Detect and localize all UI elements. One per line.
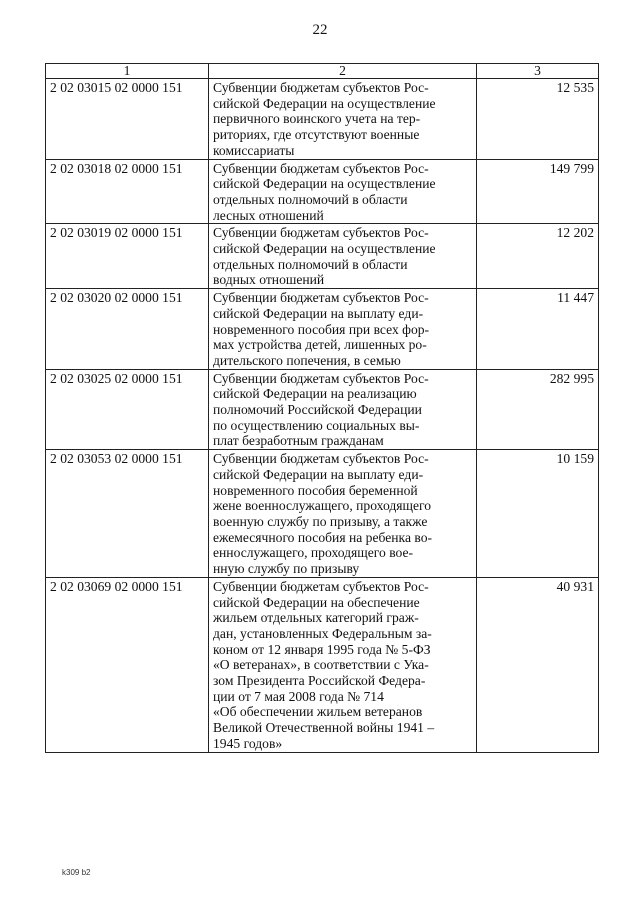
description-line: Субвенции бюджетам субъектов Рос- bbox=[213, 160, 429, 176]
budget-table bbox=[45, 63, 599, 753]
row-code: 2 02 03019 02 0000 151 bbox=[46, 224, 209, 289]
description-line: по осуществлению социальных вы- bbox=[213, 417, 420, 433]
description-line: плат безработным гражданам bbox=[213, 433, 384, 449]
row-amount: 282 995 bbox=[477, 369, 599, 450]
table-header-row bbox=[46, 64, 599, 79]
description-line: Великой Отечественной войны 1941 – bbox=[213, 720, 435, 736]
description-line: сийской Федерации на выплату еди- bbox=[213, 305, 424, 321]
table-row bbox=[46, 224, 599, 289]
description-line: сийской Федерации на осуществление bbox=[213, 95, 436, 111]
row-description bbox=[209, 289, 477, 370]
description-line: сийской Федерации на выплату еди- bbox=[213, 466, 424, 482]
description-line: «О ветеранах», в соответствии с Ука- bbox=[213, 657, 429, 673]
description-line: сийской Федерации на осуществление bbox=[213, 241, 436, 257]
table-row bbox=[46, 289, 599, 370]
row-amount: 12 202 bbox=[477, 224, 599, 289]
row-description bbox=[209, 450, 477, 578]
description-line: сийской Федерации на осуществление bbox=[213, 176, 436, 192]
description-line: лесных отношений bbox=[213, 207, 324, 223]
description-line: дан, установленных Федеральным за- bbox=[213, 625, 432, 641]
description-line: сийской Федерации на реализацию bbox=[213, 386, 417, 402]
table-row bbox=[46, 369, 599, 450]
description-line: жене военнослужащего, проходящего bbox=[213, 498, 432, 514]
row-amount: 12 535 bbox=[477, 79, 599, 160]
row-description bbox=[209, 224, 477, 289]
description-line: Субвенции бюджетам субъектов Рос- bbox=[213, 290, 429, 306]
row-description bbox=[209, 369, 477, 450]
table-row bbox=[46, 577, 599, 752]
footer-code: k309 b2 bbox=[62, 868, 91, 877]
description-line: зом Президента Российской Федера- bbox=[213, 673, 426, 689]
column-header-3: 3 bbox=[477, 64, 599, 79]
description-line: жильем отдельных категорий граж- bbox=[213, 610, 419, 626]
row-code: 2 02 03018 02 0000 151 bbox=[46, 159, 209, 224]
description-line: Субвенции бюджетам субъектов Рос- bbox=[213, 370, 429, 386]
description-line: отдельных полномочий в области bbox=[213, 256, 408, 272]
table-row bbox=[46, 79, 599, 160]
row-amount: 40 931 bbox=[477, 577, 599, 752]
row-amount: 11 447 bbox=[477, 289, 599, 370]
column-header-2: 2 bbox=[209, 64, 477, 79]
description-line: 1945 годов» bbox=[213, 735, 283, 751]
page-number: 22 bbox=[312, 22, 328, 38]
description-line: нную службу по призыву bbox=[213, 561, 360, 577]
description-line: водных отношений bbox=[213, 272, 325, 288]
row-description bbox=[209, 159, 477, 224]
description-line: риториях, где отсутствуют военные bbox=[213, 127, 420, 143]
description-line: полномочий Российской Федерации bbox=[213, 402, 422, 418]
row-code: 2 02 03020 02 0000 151 bbox=[46, 289, 209, 370]
description-line: мах устройства детей, лишенных ро- bbox=[213, 337, 427, 353]
description-line: еннослужащего, проходящего вое- bbox=[213, 545, 414, 561]
table-row bbox=[46, 450, 599, 578]
description-line: военную службу по призыву, а также bbox=[213, 513, 428, 529]
row-amount: 10 159 bbox=[477, 450, 599, 578]
description-line: комиссариаты bbox=[213, 142, 295, 158]
description-line: Субвенции бюджетам субъектов Рос- bbox=[213, 578, 429, 594]
description-line: первичного воинского учета на тер- bbox=[213, 111, 421, 127]
description-line: ежемесячного пособия на ребенка во- bbox=[213, 529, 433, 545]
description-line: новременного пособия при всех фор- bbox=[213, 321, 430, 337]
row-code: 2 02 03053 02 0000 151 bbox=[46, 450, 209, 578]
description-line: Субвенции бюджетам субъектов Рос- bbox=[213, 80, 429, 95]
row-description bbox=[209, 79, 477, 160]
row-code: 2 02 03069 02 0000 151 bbox=[46, 577, 209, 752]
row-code: 2 02 03025 02 0000 151 bbox=[46, 369, 209, 450]
description-line: коном от 12 января 1995 года № 5-ФЗ bbox=[213, 641, 431, 657]
description-line: дительского попечения, в семью bbox=[213, 352, 401, 368]
description-line: сийской Федерации на обеспечение bbox=[213, 594, 420, 610]
description-line: ции от 7 мая 2008 года № 714 bbox=[213, 688, 384, 704]
column-header-1: 1 bbox=[46, 64, 209, 79]
description-line: новременного пособия беременной bbox=[213, 482, 418, 498]
description-line: отдельных полномочий в области bbox=[213, 191, 408, 207]
row-code: 2 02 03015 02 0000 151 bbox=[46, 79, 209, 160]
description-line: «Об обеспечении жильем ветеранов bbox=[213, 704, 423, 720]
row-amount: 149 799 bbox=[477, 159, 599, 224]
description-line: Субвенции бюджетам субъектов Рос- bbox=[213, 225, 429, 241]
row-description bbox=[209, 577, 477, 752]
table-row bbox=[46, 159, 599, 224]
description-line: Субвенции бюджетам субъектов Рос- bbox=[213, 451, 429, 467]
